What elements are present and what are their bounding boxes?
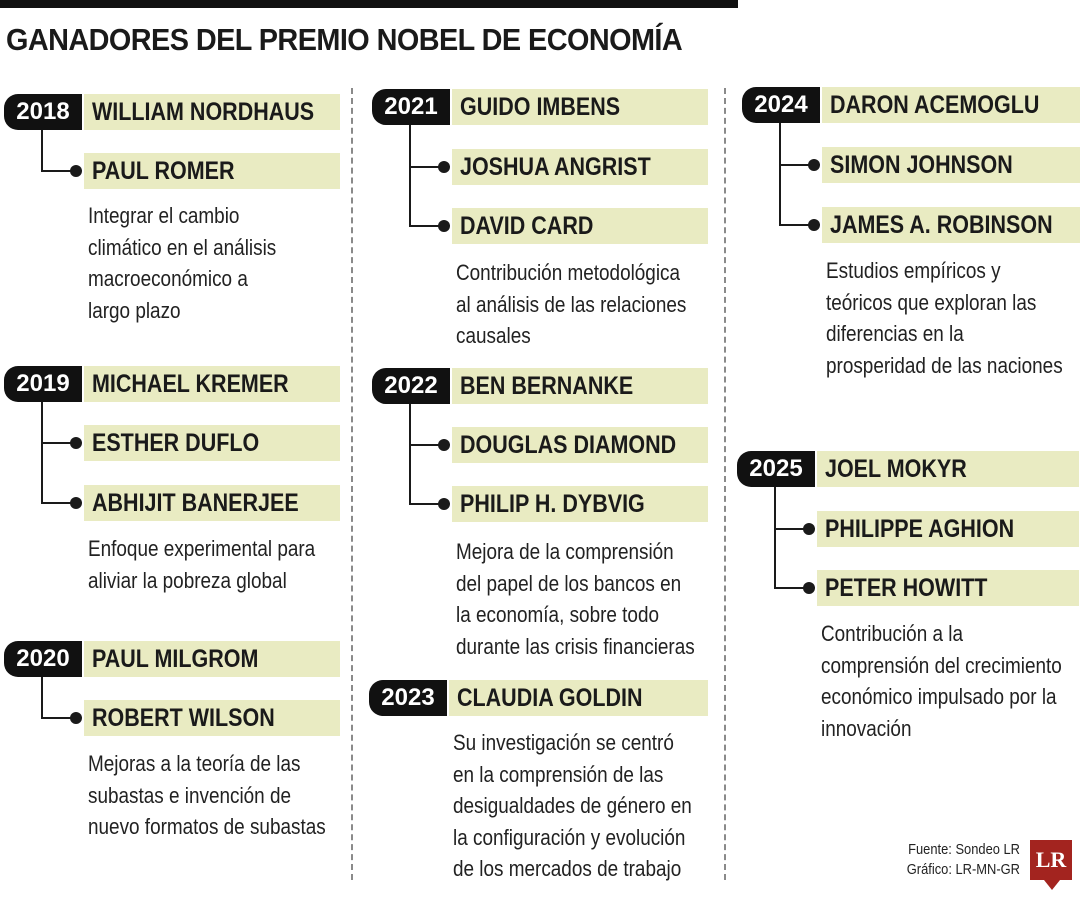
description-line: de los mercados de trabajo — [453, 856, 682, 881]
winner-name: ABHIJIT BANERJEE — [92, 488, 299, 517]
connector-dot — [70, 712, 82, 724]
co-winner-bar — [452, 208, 708, 244]
connector-dot — [438, 161, 450, 173]
award-description — [88, 533, 315, 596]
co-winner-bar — [822, 207, 1080, 243]
co-winner-bar — [817, 570, 1079, 606]
description-line: desigualdades de género en — [453, 793, 692, 818]
award-description — [826, 255, 1063, 381]
lead-winner-bar — [449, 680, 708, 716]
description-line: Su investigación se centró — [453, 730, 674, 755]
winner-name: JOSHUA ANGRIST — [460, 152, 651, 181]
description-line: económico impulsado por la — [821, 684, 1057, 709]
connector-trunk — [41, 130, 43, 172]
winner-name: PETER HOWITT — [825, 573, 988, 602]
award-description — [456, 257, 686, 352]
award-description — [88, 748, 326, 843]
winner-name: PHILIP H. DYBVIG — [460, 489, 645, 518]
winner-name: PHILIPPE AGHION — [825, 514, 1015, 543]
lr-logo: LR — [1030, 840, 1072, 880]
winner-name: BEN BERNANKE — [460, 371, 634, 400]
winner-name: JOEL MOKYR — [825, 454, 967, 483]
connector-trunk — [41, 402, 43, 504]
winner-name: DOUGLAS DIAMOND — [460, 430, 677, 459]
lead-winner-bar — [452, 89, 708, 125]
page-title: GANADORES DEL PREMIO NOBEL DE ECONOMÍA — [6, 22, 683, 57]
winner-name: ROBERT WILSON — [92, 703, 275, 732]
year-badge: 2024 — [742, 87, 820, 123]
description-line: subastas e invención de — [88, 782, 292, 808]
winner-name: WILLIAM NORDHAUS — [92, 97, 315, 126]
source-credit — [900, 840, 1020, 880]
year-badge: 2025 — [737, 451, 815, 487]
description-line: en la comprensión de las — [453, 761, 664, 787]
connector-dot — [808, 219, 820, 231]
description-line: innovación — [821, 715, 912, 741]
winner-name: JAMES A. ROBINSON — [830, 210, 1053, 239]
connector-trunk — [409, 404, 411, 505]
description-line: prosperidad de las naciones — [826, 352, 1063, 378]
description-line: causales — [456, 323, 531, 348]
year-badge: 2018 — [4, 94, 82, 130]
connector-trunk — [409, 125, 411, 227]
connector-dot — [803, 582, 815, 594]
connector-trunk — [41, 677, 43, 719]
co-winner-bar — [822, 147, 1080, 183]
top-rule — [0, 0, 738, 8]
award-description — [456, 536, 695, 662]
winner-name: MICHAEL KREMER — [92, 369, 289, 398]
description-line: teóricos que exploran las — [826, 289, 1037, 315]
description-line: durante las crisis financieras — [456, 633, 695, 659]
year-badge: 2020 — [4, 641, 82, 677]
description-line: Enfoque experimental para — [88, 536, 316, 561]
lead-winner-bar — [822, 87, 1080, 123]
connector-dot — [70, 165, 82, 177]
award-description — [88, 200, 276, 326]
award-description — [453, 727, 692, 885]
year-badge: 2019 — [4, 366, 82, 402]
co-winner-bar — [84, 485, 340, 521]
description-line: Contribución a la — [821, 621, 963, 646]
connector-dot — [803, 523, 815, 535]
winner-name: GUIDO IMBENS — [460, 92, 621, 121]
co-winner-bar — [84, 153, 340, 189]
description-line: Contribución metodológica — [456, 260, 681, 285]
description-line: climático en el análisis — [88, 234, 277, 260]
description-line: la economía, sobre todo — [456, 602, 660, 627]
description-line: macroeconómico a — [88, 266, 248, 291]
winner-name: ESTHER DUFLO — [92, 428, 260, 457]
lead-winner-bar — [84, 366, 340, 402]
lr-logo-tail — [1044, 880, 1060, 890]
description-line: aliviar la pobreza global — [88, 567, 287, 593]
year-badge: 2023 — [369, 680, 447, 716]
column-divider-right — [724, 88, 726, 880]
winner-name: PAUL MILGROM — [92, 644, 259, 673]
award-description — [821, 618, 1062, 744]
connector-dot — [808, 159, 820, 171]
winner-name: DARON ACEMOGLU — [830, 90, 1040, 119]
description-line: del papel de los bancos en — [456, 570, 682, 596]
description-line: Mejora de la comprensión — [456, 539, 674, 564]
description-line: Integrar el cambio — [88, 203, 240, 228]
winner-name: SIMON JOHNSON — [830, 150, 1013, 179]
winner-name: CLAUDIA GOLDIN — [457, 683, 643, 712]
description-line: Estudios empíricos y — [826, 258, 1001, 283]
connector-trunk — [779, 123, 781, 226]
co-winner-bar — [84, 425, 340, 461]
co-winner-bar — [84, 700, 340, 736]
lead-winner-bar — [84, 94, 340, 130]
description-line: al análisis de las relaciones — [456, 291, 687, 317]
co-winner-bar — [452, 427, 708, 463]
co-winner-bar — [452, 486, 708, 522]
connector-dot — [438, 220, 450, 232]
connector-trunk — [774, 487, 776, 589]
description-line: nuevo formatos de subastas — [88, 814, 326, 839]
description-line: la configuración y evolución — [453, 824, 686, 850]
year-badge: 2021 — [372, 89, 450, 125]
source-line: Fuente: Sondeo LR — [908, 841, 1020, 858]
connector-dot — [438, 439, 450, 451]
lead-winner-bar — [84, 641, 340, 677]
description-line: comprensión del crecimiento — [821, 652, 1062, 678]
co-winner-bar — [817, 511, 1079, 547]
description-line: largo plazo — [88, 297, 181, 323]
connector-dot — [70, 437, 82, 449]
description-line: Mejoras a la teoría de las — [88, 751, 301, 776]
lead-winner-bar — [452, 368, 708, 404]
lead-winner-bar — [817, 451, 1079, 487]
year-badge: 2022 — [372, 368, 450, 404]
description-line: diferencias en la — [826, 321, 964, 346]
winner-name: DAVID CARD — [460, 211, 594, 240]
column-divider-left — [351, 88, 353, 880]
connector-dot — [438, 498, 450, 510]
winner-name: PAUL ROMER — [92, 156, 235, 185]
connector-dot — [70, 497, 82, 509]
co-winner-bar — [452, 149, 708, 185]
graphic-credit-line: Gráfico: LR-MN-GR — [906, 861, 1020, 878]
